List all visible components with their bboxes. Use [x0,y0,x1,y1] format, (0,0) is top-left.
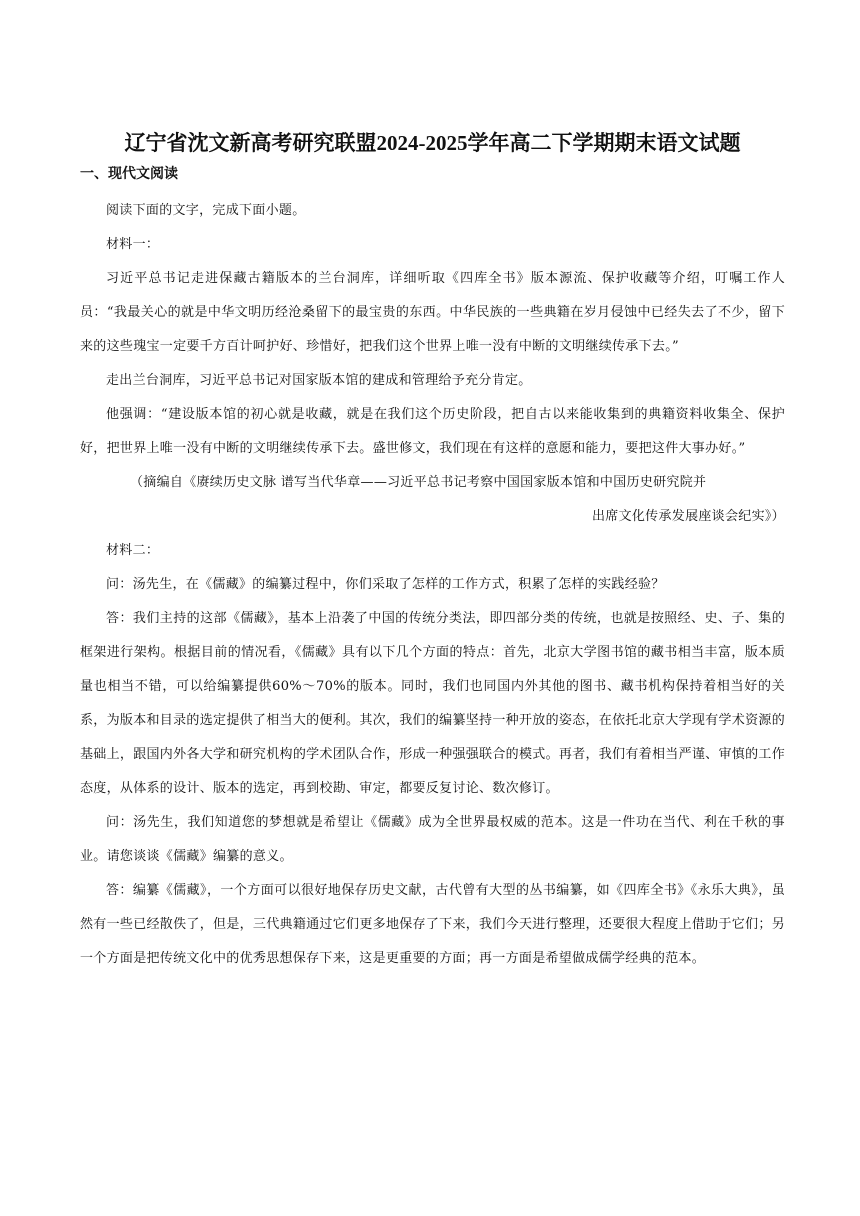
interview-answer: 答：我们主持的这部《儒藏》，基本上沿袭了中国的传统分类法，即四部分类的传统，也就是按照经、史、子、集的框架进行架构。根据目前的情况看，《儒藏》具有以下几个方面的特点：首先，北京大学图书馆的藏书相当丰富，版本质量也相当不错，可以给编纂提供60%～70%的版本。同时，我们也同国内外其他的图书、藏书机构保持着相当好的关系，为版本和目录的选定提供了相当大的便利。其次，我们的编纂坚持一种开放的姿态，在依托北京大学现有学术资源的基础上，跟国内外各大学和研究机构的学术团队合作，形成一种强强联合的模式。再者，我们有着相当严谨、审慎的工作态度，从体系的设计、版本的选定，再到校勘、审定，都要反复讨论、数次修订。 [80,611,785,796]
interview-answer: 答：编纂《儒藏》，一个方面可以很好地保存历史文献，古代曾有大型的丛书编纂，如《四库全书》《永乐大典》，虽然有一些已经散佚了，但是，三代典籍通过它们更多地保存了下来，我们今天进行整理，还要很大程度上借助于它们；另一个方面是把传统文化中的优秀思想保存下来，这是更重要的方面；再一方面是希望做成儒学经典的范本。 [80,883,785,966]
document-page [80,128,785,976]
interview-question: 问：汤先生，我们知道您的梦想就是希望让《儒藏》成为全世界最权威的范本。这是一件功在当代、利在千秋的事业。请您谈谈《儒藏》编纂的意义。 [80,815,785,864]
instruction-text: 阅读下面的文字，完成下面小题。 [106,203,306,218]
document-title: 辽宁省沈文新高考研究联盟2024-2025学年高二下学期期末语文试题 [124,131,741,155]
material1-source-line: 出席文化传承发展座谈会纪实》） [591,509,785,524]
material1-source-line: （摘编自《赓续历史文脉 谱写当代华章——习近平总书记考察中国国家版本馆和中国历史研究院并 [130,475,707,490]
material1-paragraph: 走出兰台洞库，习近平总书记对国家版本馆的建成和管理给予充分肯定。 [106,373,532,388]
section-heading: 一、现代文阅读 [80,166,178,182]
material2-label: 材料二： [106,543,160,558]
material1-paragraph: 他强调：“建设版本馆的初心就是收藏，就是在我们这个历史阶段，把自古以来能收集到的典籍资料收集全、保护好，把世界上唯一没有中断的文明继续传承下去。盛世修文，我们现在有这样的意愿和能力，要把这件大事办好。” [80,407,785,456]
material1-paragraph: 习近平总书记走进保藏古籍版本的兰台洞库，详细听取《四库全书》版本源流、保护收藏等介绍，叮嘱工作人员：“我最关心的就是中华文明历经沧桑留下的最宝贵的东西。中华民族的一些典籍在岁月侵蚀中已经失去了不少，留下来的这些瑰宝一定要千方百计呵护好、珍惜好，把我们这个世界上唯一没有中断的文明继续传承下去。” [80,271,785,354]
material1-label: 材料一： [106,237,160,252]
interview-question: 问：汤先生，在《儒藏》的编纂过程中，你们采取了怎样的工作方式，积累了怎样的实践经验？ [106,577,665,592]
